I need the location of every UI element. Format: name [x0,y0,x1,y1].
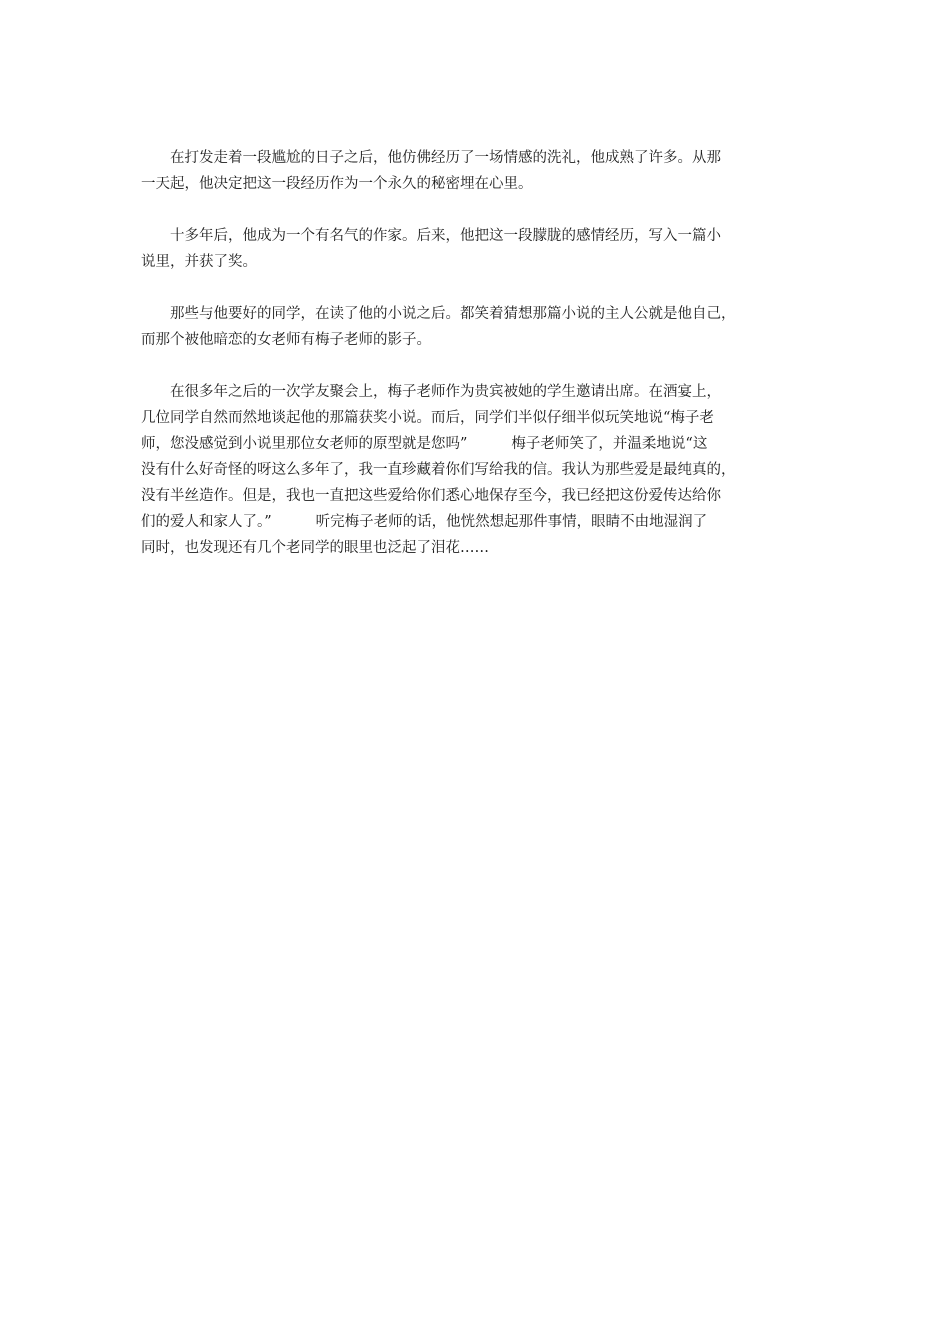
paragraph-segment: 听完梅子老师的话，他恍然想起那件事情，眼睛不由地湿润了 [315,514,708,530]
paragraph-segment: 梅子老师笑了，并温柔地说“这 [511,436,708,452]
paragraph-line: 在打发走着一段尴尬的日子之后，他仿佛经历了一场情感的洗礼，他成熟了许多。从那 [170,150,721,166]
paragraph-1 [141,145,821,197]
paragraph-line-composite [141,509,821,535]
paragraph-2 [141,223,821,275]
paragraph-segment: 们的爱人和家人了。” [141,514,272,530]
paragraph-line: 而那个被他暗恋的女老师有梅子老师的影子。 [141,332,431,348]
paragraph-line: 同时，也发现还有几个老同学的眼里也泛起了泪花…… [141,540,489,556]
paragraph-line-composite [141,431,821,457]
paragraph-line: 没有半丝造作。但是，我也一直把这些爱给你们悉心地保存至今，我已经把这份爱传达给你 [141,488,721,504]
paragraph-line: 没有什么好奇怪的呀这么多年了，我一直珍藏着你们写给我的信。我认为那些爱是最纯真的， [141,462,736,478]
paragraph-line: 一天起，他决定把这一段经历作为一个永久的秘密埋在心里。 [141,176,533,192]
paragraph-3 [141,301,821,353]
paragraph-4 [141,379,821,561]
paragraph-line: 十多年后，他成为一个有名气的作家。后来，他把这一段朦胧的感情经历，写入一篇小 [170,228,721,244]
paragraph-line: 在很多年之后的一次学友聚会上，梅子老师作为贵宾被她的学生邀请出席。在酒宴上， [170,384,721,400]
paragraph-line: 说里，并获了奖。 [141,254,257,270]
paragraph-line: 几位同学自然而然地谈起他的那篇获奖小说。而后，同学们半似仔细半似玩笑地说“梅子老 [141,410,714,426]
paragraph-segment: 师，您没感觉到小说里那位女老师的原型就是您吗” [141,436,468,452]
paragraph-line: 那些与他要好的同学，在读了他的小说之后。都笑着猜想那篇小说的主人公就是他自己， [170,306,736,322]
document-body [141,145,821,561]
